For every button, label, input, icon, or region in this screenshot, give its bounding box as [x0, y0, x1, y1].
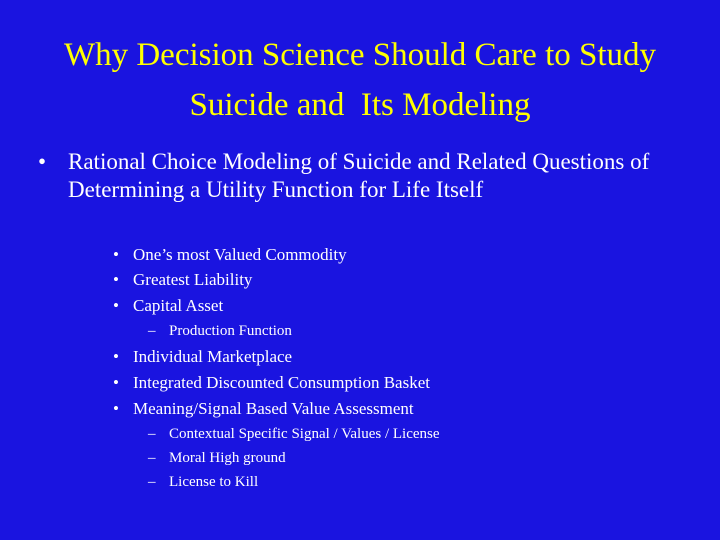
- sub-bullet-marker: •: [113, 245, 119, 264]
- sub-sub-item-moral-high-ground: Moral High ground: [169, 450, 286, 466]
- slide-title: [0, 30, 720, 130]
- dash-marker: –: [148, 426, 156, 442]
- sub-bullet-marker: •: [113, 270, 119, 289]
- main-bullet-marker: •: [38, 149, 47, 174]
- sub-item-liability: Greatest Liability: [133, 270, 253, 289]
- title-line-2: Suicide and Its Modeling: [189, 87, 531, 123]
- dash-marker: –: [148, 323, 156, 339]
- sub-sub-item-production-function: Production Function: [169, 323, 292, 339]
- main-bullet-text: Rational Choice Modeling of Suicide and Related Questions of Determining a Utility Function for Life Itself: [68, 149, 650, 202]
- sub-sub-item-license-to-kill: License to Kill: [169, 474, 259, 490]
- sub-bullet-marker: •: [113, 373, 119, 392]
- dash-marker: –: [148, 474, 156, 490]
- sub-item-marketplace: Individual Marketplace: [133, 347, 293, 366]
- sub-item-commodity: One’s most Valued Commodity: [133, 245, 347, 264]
- sub-item-capital-asset: Capital Asset: [133, 296, 224, 315]
- dash-marker: –: [148, 450, 156, 466]
- sub-bullet-marker: •: [113, 399, 119, 418]
- sub-sub-item-contextual-signal: Contextual Specific Signal / Values / License: [169, 426, 440, 442]
- title-line-1: Why Decision Science Should Care to Study: [63, 37, 657, 73]
- sub-item-value-assessment: Meaning/Signal Based Value Assessment: [133, 399, 414, 418]
- sub-bullet-marker: •: [113, 347, 119, 366]
- sub-item-consumption-basket: Integrated Discounted Consumption Basket: [133, 373, 430, 392]
- sub-bullet-marker: •: [113, 296, 119, 315]
